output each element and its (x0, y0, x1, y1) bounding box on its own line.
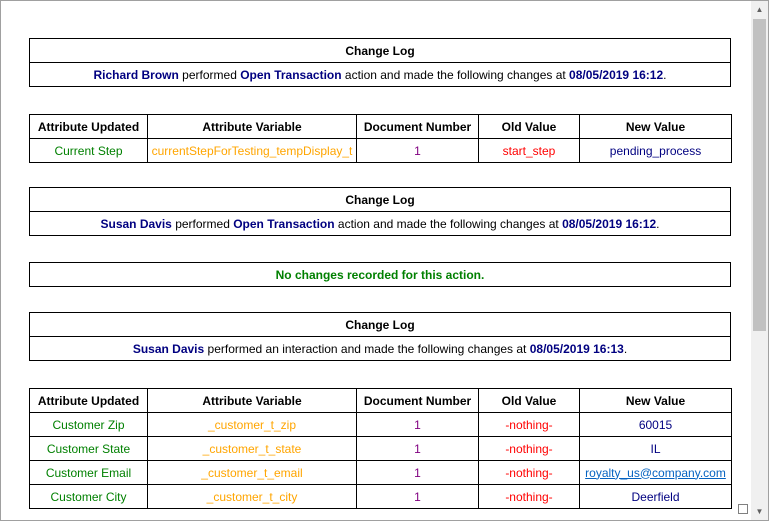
change-log-header-2 (29, 187, 731, 236)
doc-number-cell: 1 (357, 437, 479, 461)
table-row (30, 413, 732, 437)
attribute-cell: Customer State (30, 437, 148, 461)
col-attribute-updated: Attribute Updated (30, 389, 148, 413)
summary-text: . (656, 216, 660, 231)
attribute-cell: Customer Email (30, 461, 148, 485)
col-new-value: New Value (580, 115, 732, 139)
action-name: Open Transaction (240, 67, 342, 82)
new-value-cell: Deerfield (580, 485, 732, 509)
no-changes-message: No changes recorded for this action. (30, 263, 731, 287)
change-datetime: 08/05/2019 16:13 (529, 341, 624, 356)
table-header-row (30, 389, 732, 413)
changes-table-2 (29, 388, 732, 509)
new-value-cell: 60015 (580, 413, 732, 437)
doc-number-cell: 1 (357, 461, 479, 485)
table-header-row (30, 115, 732, 139)
variable-cell: _customer_t_zip (148, 413, 357, 437)
attribute-cell: Customer Zip (30, 413, 148, 437)
table-row (30, 461, 732, 485)
col-document-number: Document Number (357, 115, 479, 139)
col-attribute-updated: Attribute Updated (30, 115, 148, 139)
new-value-cell: IL (580, 437, 732, 461)
email-link[interactable]: royalty_us@company.com (585, 465, 726, 480)
summary-text: performed an interaction and made the following changes at (204, 341, 530, 356)
variable-cell: _customer_t_city (148, 485, 357, 509)
user-name: Susan Davis (132, 341, 205, 356)
doc-number-cell: 1 (357, 485, 479, 509)
user-name: Richard Brown (93, 67, 179, 82)
variable-cell: currentStepForTesting_tempDisplay_t (148, 139, 357, 163)
change-log-header-1 (29, 38, 731, 87)
old-value-cell: -nothing- (479, 461, 580, 485)
summary-text: performed (178, 67, 241, 82)
vertical-scrollbar[interactable] (751, 1, 768, 520)
action-name: Open Transaction (233, 216, 335, 231)
change-log-content (1, 1, 751, 520)
table-row (30, 437, 732, 461)
new-value-cell: pending_process (580, 139, 732, 163)
scroll-down-icon[interactable]: ▼ (755, 507, 764, 516)
col-old-value: Old Value (479, 115, 580, 139)
change-datetime: 08/05/2019 16:12 (562, 216, 657, 231)
no-changes-box (29, 262, 731, 287)
attribute-cell: Current Step (30, 139, 148, 163)
change-log-header-3 (29, 312, 731, 361)
doc-number-cell: 1 (357, 139, 479, 163)
old-value-cell: -nothing- (479, 437, 580, 461)
summary-text: action and made the following changes at (341, 67, 570, 82)
user-name: Susan Davis (100, 216, 172, 231)
change-log-title: Change Log (30, 188, 731, 212)
summary-text: . (623, 341, 628, 356)
attribute-cell: Customer City (30, 485, 148, 509)
old-value-cell: -nothing- (479, 413, 580, 437)
table-row (30, 485, 732, 509)
summary-text: performed (171, 216, 234, 231)
change-datetime: 08/05/2019 16:12 (569, 67, 664, 82)
change-log-title: Change Log (30, 39, 731, 63)
col-attribute-variable: Attribute Variable (148, 115, 357, 139)
col-attribute-variable: Attribute Variable (148, 389, 357, 413)
col-new-value: New Value (580, 389, 732, 413)
new-value-cell (580, 461, 732, 485)
variable-cell: _customer_t_email (148, 461, 357, 485)
change-log-title: Change Log (30, 313, 731, 337)
resize-grip-icon[interactable] (738, 504, 748, 514)
col-old-value: Old Value (479, 389, 580, 413)
change-log-summary (30, 212, 731, 236)
summary-text: action and made the following changes at (334, 216, 563, 231)
change-log-summary (30, 63, 731, 87)
change-log-summary (30, 337, 731, 361)
doc-number-cell: 1 (357, 413, 479, 437)
variable-cell: _customer_t_state (148, 437, 357, 461)
col-document-number: Document Number (357, 389, 479, 413)
table-row (30, 139, 732, 163)
old-value-cell: -nothing- (479, 485, 580, 509)
old-value-cell: start_step (479, 139, 580, 163)
changes-table-1 (29, 114, 732, 163)
summary-text: . (663, 67, 667, 82)
scrollbar-thumb[interactable] (753, 19, 766, 331)
scroll-up-icon[interactable]: ▲ (755, 5, 764, 14)
